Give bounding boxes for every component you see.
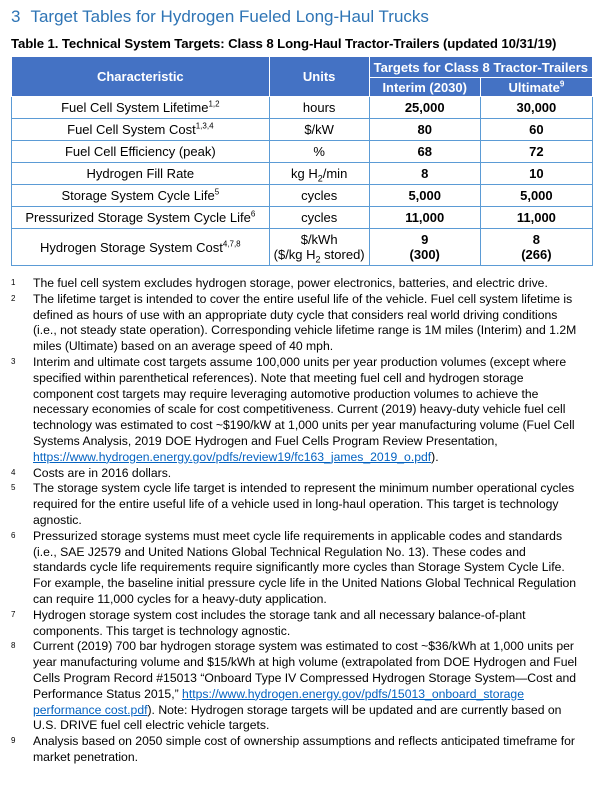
interim-cell: 68 — [369, 141, 480, 163]
header-targets: Targets for Class 8 Tractor-Trailers — [369, 57, 592, 78]
characteristic-cell: Hydrogen Fill Rate — [12, 163, 270, 185]
units-cell: kg $H_2/\min$ — [269, 163, 369, 185]
units-cell: $/kWh ($/kg $H_2$ stored) — [269, 229, 369, 266]
characteristic-cell: Fuel Cell System Cost$^{1,3,4}$ — [12, 119, 270, 141]
footnote-mark: 7 — [11, 609, 16, 619]
footnote-mark: 6 — [11, 530, 16, 540]
characteristic-cell: Fuel Cell Efficiency (peak) — [12, 141, 270, 163]
ultimate-cell: 30,000 — [480, 97, 592, 119]
footnote-mark: 9 — [11, 736, 16, 746]
interim-cell: 5,000 — [369, 185, 480, 207]
units-cell: % — [269, 141, 369, 163]
footnote: 8 Current (2019) 700 bar hydrogen storage system was estimated to cost ~$36/kWh at 1,000 units per year manufacturing volume and $15/kWh at high volume (extrapolated from DOE Hydrogen and Fuel Cells Program Record #15013 “Onboard Type IV Compressed Hydrogen Storage System—Cost and Performance Status 2015,” https://www.hydrogen.energy.gov/pdfs/15013_onboard_storage performance cost.pdf). Note: Hydrogen storage targets will be updated and are currently based on U.S. DRIVE fuel cell electric vehicle targets. — [11, 639, 577, 733]
interim-cell: 25,000 — [369, 97, 480, 119]
footnote-mark: 1 — [11, 278, 16, 287]
ultimate-cell: 10 — [480, 163, 592, 185]
table-row — [12, 97, 593, 119]
interim-cell: 8 — [369, 163, 480, 185]
footnote-mark: 2 — [11, 293, 16, 303]
table-row — [12, 163, 593, 185]
header-ultimate: Ultimate$^9$ — [480, 78, 592, 97]
reference-link[interactable]: https://www.hydrogen.energy.gov/pdfs/15013_onboard_storage performance cost.pdf — [33, 686, 524, 717]
interim-cell: 11,000 — [369, 207, 480, 229]
footnote-mark: 3 — [11, 356, 16, 366]
header-units: Units — [269, 57, 369, 97]
header-interim: Interim (2030) — [369, 78, 480, 97]
section-heading — [11, 7, 429, 27]
footnote: 7 Hydrogen storage system cost includes the storage tank and all necessary balance-of-plant components. This target is technology agnostic. — [11, 607, 526, 638]
table-row — [12, 185, 593, 207]
units-cell: cycles — [269, 207, 369, 229]
ultimate-cell: 8 (266) — [480, 229, 592, 266]
footnote: 4 Costs are in 2016 dollars. — [11, 465, 172, 480]
units-cell: cycles — [269, 185, 369, 207]
footnote: 2 The lifetime target is intended to cover the entire useful life of the vehicle. Fuel cell system lifetime is defined as hours of use with an appropriate duty cycle that considers real world driving conditions (i.e., not steady state operation). Corresponding vehicle lifetime range is 1M miles (Interim) and 1.2M miles (Ultimate) based on an average speed of 40 mph. — [11, 291, 577, 354]
footnote-mark: 4 — [11, 467, 16, 477]
footnote: 5 The storage system cycle life target is intended to represent the minimum number operational cycles required for the entire useful life of a vehicle used in long-haul operation. This target is technology agnostic. — [11, 481, 575, 527]
ultimate-cell: 60 — [480, 119, 592, 141]
header-characteristic: Characteristic — [12, 57, 270, 97]
footnote-mark: 5 — [11, 483, 16, 493]
characteristic-cell: Hydrogen Storage System Cost$^{4,7,8}$ — [12, 229, 270, 266]
table-row — [12, 207, 593, 229]
footnote: 6 Pressurized storage systems must meet cycle life requirements in applicable codes and standards (i.e., SAE J2579 and United Nations Global Technical Regulation No. 13). These codes and standards cycle life requirements require significantly more cycles than Storage System Cycle Life. For example, the baseline initial pressure cycle life in the United Nations Global Technical Regulation can require 11,000 cycles for a heavy-duty application. — [11, 528, 577, 606]
table-header-row — [12, 57, 593, 78]
interim-cell: 80 — [369, 119, 480, 141]
table-row — [12, 229, 593, 266]
footnote: 9 Analysis based on 2050 simple cost of ownership assumptions and reflects anticipated timeframe for market penetration. — [11, 734, 575, 764]
footnote-mark: 8 — [11, 641, 16, 651]
table-row — [12, 141, 593, 163]
interim-cell: 9 (300) — [369, 229, 480, 266]
ultimate-cell: 72 — [480, 141, 592, 163]
units-cell: hours — [269, 97, 369, 119]
units-cell: $/kW — [269, 119, 369, 141]
footnotes — [0, 276, 603, 766]
targets-table — [11, 56, 593, 266]
section-title-text: Target Tables for Hydrogen Fueled Long-Haul Trucks — [30, 7, 429, 26]
footnote: 1 The fuel cell system excludes hydrogen storage, power electronics, batteries, and electric drive. — [11, 276, 548, 290]
ultimate-cell: 5,000 — [480, 185, 592, 207]
table-row — [12, 119, 593, 141]
characteristic-cell: Pressurized Storage System Cycle Life$^6$ — [12, 207, 270, 229]
table-caption: Table 1. Technical System Targets: Class 8 Long-Haul Tractor-Trailers (updated 10/31/19) — [11, 36, 557, 51]
reference-link[interactable]: https://www.hydrogen.energy.gov/pdfs/review19/fc163_james_2019_o.pdf — [33, 449, 432, 464]
ultimate-cell: 11,000 — [480, 207, 592, 229]
characteristic-cell: Storage System Cycle Life$^5$ — [12, 185, 270, 207]
characteristic-cell: Fuel Cell System Lifetime$^{1,2}$ — [12, 97, 270, 119]
section-number: 3 — [11, 7, 21, 26]
footnote: 3 Interim and ultimate cost targets assume 100,000 units per year production volumes (except where specified within parenthetical references). Note that meeting fuel cell and hydrogen storage component cost targets may require leveraging automotive production volumes to achieve the necessary economies of scale for cost competitiveness. Current (2019) heavy-duty vehicle fuel cell technology was estimated to cost ~$190/kW at 1,000 units per year manufacturing volume (Fuel Cell Systems Analysis, 2019 DOE Hydrogen and Fuel Cells Program Review Presentation, https://www.hydrogen.energy.gov/pdfs/review19/fc163_james_2019_o.pdf). — [11, 354, 575, 464]
